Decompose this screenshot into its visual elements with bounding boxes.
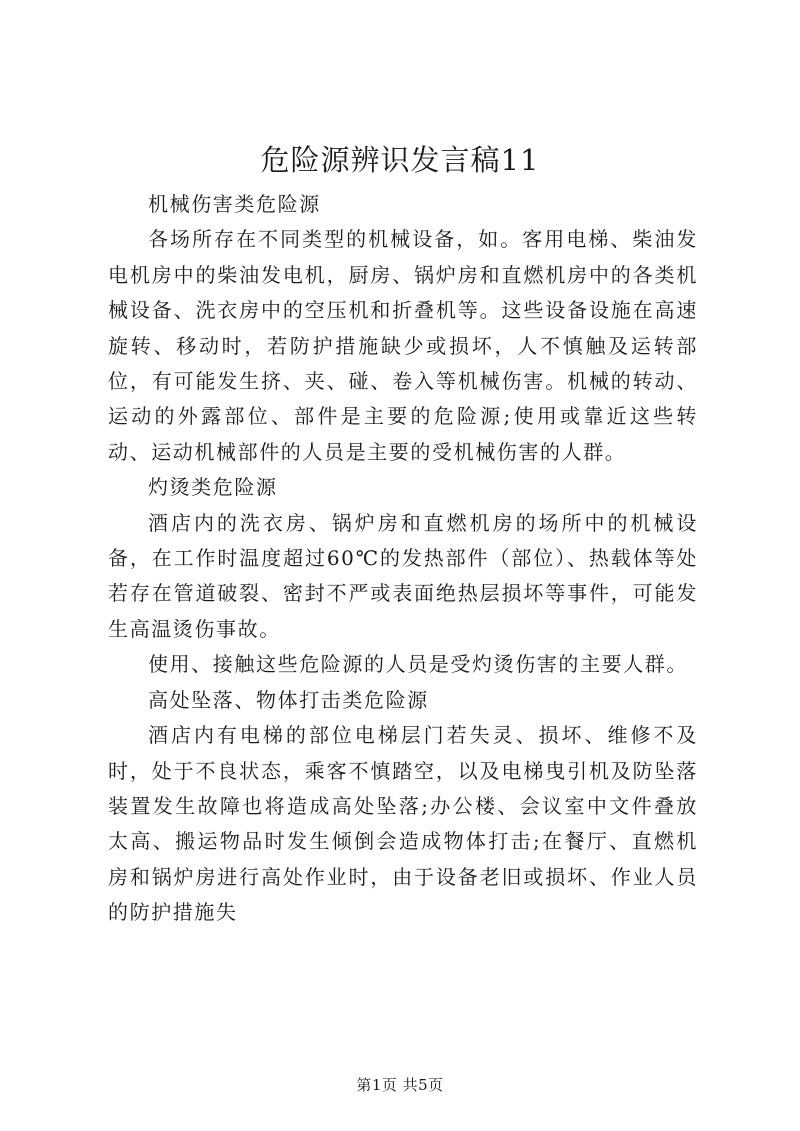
document-body <box>108 187 698 931</box>
section-heading-burns: 灼烫类危险源 <box>148 475 278 500</box>
section-heading-mechanical: 机械伤害类危险源 <box>148 192 321 216</box>
document-title: 危险源辨识发言稿11 <box>260 143 540 177</box>
paragraph-burns: 酒店内的洗衣房、锅炉房和直燃机房的场所中的机械设备，在工作时温度超过60℃的发热部件（部位）、热载体等处若存在管道破裂、密封不严或表面绝热层损坏等事件，可能发生高温烫伤事故。 <box>108 510 698 641</box>
paragraph-burns-people: 使用、接触这些危险源的人员是受灼烫伤害的主要人群。 <box>148 652 688 677</box>
paragraph-mechanical: 各场所存在不同类型的机械设备，如。客用电梯、柴油发电机房中的柴油发电机，厨房、锅炉房和直燃机房中的各类机械设备、洗衣房中的空压机和折叠机等。这些设备设施在高速旋转、移动时，若防护措施缺少或损坏，人不慎触及运转部位，有可能发生挤、夹、碰、卷入等机械伤害。机械的转动、运动的外露部位、部件是主要的危险源;使用或靠近这些转动、运动机械部件的人员是主要的受机械伤害的人群。 <box>108 227 698 464</box>
paragraph-falls: 酒店内有电梯的部位电梯层门若失灵、损坏、维修不及时，处于不良状态，乘客不慎踏空，以及电梯曳引机及防坠落装置发生故障也将造成高处坠落;办公楼、会议室中文件叠放太高、搬运物品时发生倾倒会造成物体打击;在餐厅、直燃机房和锅炉房进行高处作业时，由于设备老旧或损坏、作业人员的防护措施失 <box>108 723 698 925</box>
page-footer: 第1页 共5页 <box>356 1076 444 1094</box>
section-heading-falls: 高处坠落、物体打击类危险源 <box>148 687 429 712</box>
